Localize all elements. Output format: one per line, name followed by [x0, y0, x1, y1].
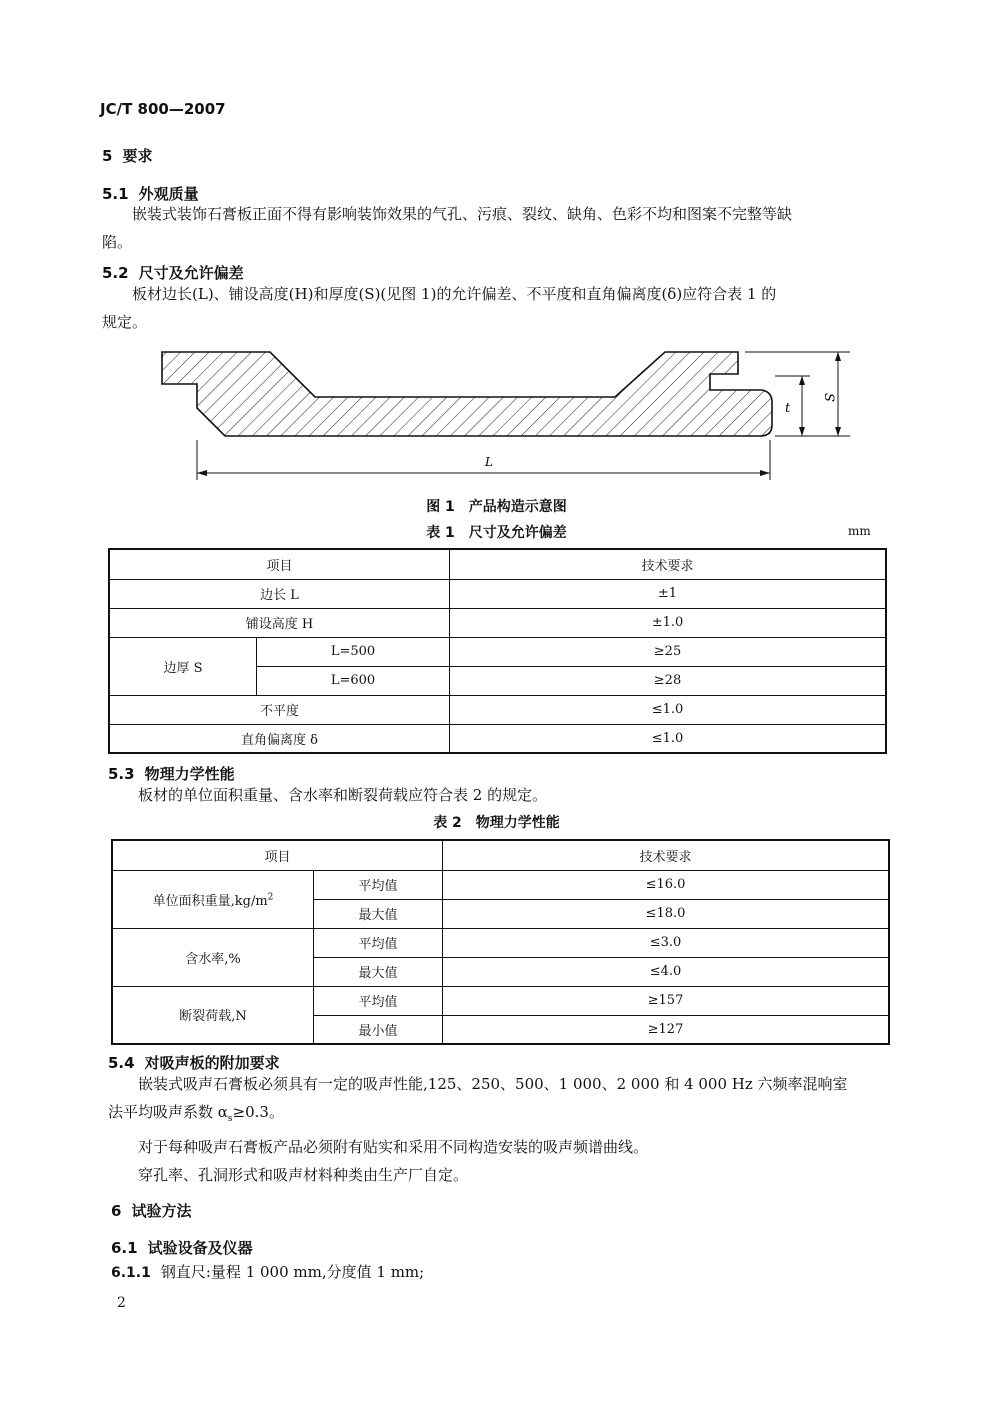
sub-item-cell: 平均值	[314, 986, 443, 1015]
arrow-head	[799, 427, 805, 436]
arrow-head	[197, 470, 207, 476]
paragraph-line: 钢直尺:量程 1 000 mm,分度值 1 mm;	[160, 1263, 425, 1281]
group-label: 单位面积重量,kg/m	[152, 893, 268, 909]
value-cell: ≤3.0	[443, 928, 890, 957]
section-6-heading	[111, 1200, 191, 1221]
sub-item-cell: 平均值	[314, 870, 443, 899]
table-1	[108, 548, 887, 754]
section-title: 试验设备及仪器	[147, 1239, 253, 1257]
arrow-head	[799, 376, 805, 385]
sub-item-cell: 最小值	[314, 1015, 443, 1044]
section-number: 5.4	[108, 1054, 135, 1072]
item-cell: 不平度	[109, 695, 450, 724]
page-number: 2	[117, 1295, 126, 1311]
value-cell: ≤16.0	[443, 870, 890, 899]
header-cell: 项目	[109, 549, 450, 579]
paragraph-line: 规定。	[102, 313, 148, 331]
paragraph-line: 嵌装式装饰石膏板正面不得有影响装饰效果的气孔、污痕、裂纹、缺角、色彩不均和图案不完整等缺	[132, 205, 793, 223]
table-row	[112, 986, 889, 1015]
section-5-1-paragraph	[102, 200, 902, 256]
paragraph-line: 穿孔率、孔洞形式和吸声材料种类由生产厂自定。	[138, 1166, 469, 1184]
sub-item-cell: L=500	[257, 637, 450, 666]
section-number: 6	[111, 1202, 122, 1220]
value-cell: ≥28	[450, 666, 887, 695]
value-cell: ≤1.0	[450, 724, 887, 753]
value-cell: ≤1.0	[450, 695, 887, 724]
paragraph-line: 陷。	[102, 233, 133, 251]
text-run: 法平均吸声系数 α	[108, 1103, 228, 1121]
standard-number: JC/T 800—2007	[100, 100, 226, 118]
paragraph-line: 板材边长(L)、铺设高度(H)和厚度(S)(见图 1)的允许偏差、不平度和直角偏离度(δ)应符合表 1 的	[132, 285, 777, 303]
text-run: ≥0.3。	[232, 1103, 284, 1121]
table-row	[109, 724, 886, 753]
value-cell: ≤18.0	[443, 899, 890, 928]
table-header-row	[109, 549, 886, 579]
table-row	[109, 637, 886, 666]
section-5-heading	[102, 145, 152, 166]
arrow-head	[835, 352, 841, 361]
table-row	[109, 579, 886, 608]
label-L: L	[485, 455, 493, 469]
table-row	[112, 870, 889, 899]
section-number: 5.1	[102, 185, 129, 203]
board-cross-section	[162, 352, 772, 436]
table-row	[109, 695, 886, 724]
section-6-1-heading	[111, 1237, 253, 1258]
arrow-head	[760, 470, 770, 476]
sub-item-cell: 最大值	[314, 957, 443, 986]
table-1-unit: mm	[848, 524, 871, 538]
section-number: 6.1	[111, 1239, 138, 1257]
section-title: 外观质量	[138, 185, 199, 203]
value-cell: ≥25	[450, 637, 887, 666]
header-cell: 技术要求	[443, 840, 890, 870]
section-5-2-paragraph	[102, 280, 902, 336]
header-cell: 技术要求	[450, 549, 887, 579]
figure-caption: 图 1 产品构造示意图	[426, 499, 567, 515]
superscript: 2	[267, 892, 274, 903]
section-title: 试验方法	[131, 1202, 192, 1220]
paragraph-line	[108, 1098, 908, 1133]
section-number: 5	[102, 147, 113, 165]
sub-item-cell: 最大值	[314, 899, 443, 928]
value-cell: ≤4.0	[443, 957, 890, 986]
table-2	[111, 839, 890, 1045]
group-cell: 含水率,%	[112, 928, 314, 986]
section-title: 尺寸及允许偏差	[138, 264, 244, 282]
label-t: t	[785, 401, 791, 416]
paragraph-line: 对于每种吸声石膏板产品必须附有贴实和采用不同构造安装的吸声频谱曲线。	[138, 1138, 649, 1156]
section-5-4-paragraph	[108, 1070, 908, 1189]
section-6-1-1	[111, 1258, 424, 1287]
section-5-3-paragraph: 板材的单位面积重量、含水率和断裂荷载应符合表 2 的规定。	[138, 786, 548, 804]
section-number: 5.3	[108, 765, 135, 783]
value-cell: ±1	[450, 579, 887, 608]
label-S: S	[821, 393, 836, 402]
section-title: 物理力学性能	[144, 765, 235, 783]
product-structure-figure	[150, 340, 860, 485]
arrow-head	[835, 427, 841, 436]
header-cell: 项目	[112, 840, 443, 870]
sub-item-cell: 平均值	[314, 928, 443, 957]
value-cell: ≥127	[443, 1015, 890, 1044]
item-cell: 直角偏离度 δ	[109, 724, 450, 753]
section-title: 要求	[122, 147, 153, 165]
group-cell: 断裂荷载,N	[112, 986, 314, 1044]
group-cell: 边厚 S	[109, 637, 257, 695]
table-row	[109, 608, 886, 637]
table-1-caption: 表 1 尺寸及允许偏差	[426, 525, 567, 541]
table-2-caption: 表 2 物理力学性能	[433, 815, 560, 831]
item-cell: 边长 L	[109, 579, 450, 608]
sub-item-cell: L=600	[257, 666, 450, 695]
table-row	[112, 928, 889, 957]
group-cell	[112, 870, 314, 928]
item-cell: 铺设高度 H	[109, 608, 450, 637]
subscript: s	[227, 1114, 233, 1124]
table-header-row	[112, 840, 889, 870]
section-title: 对吸声板的附加要求	[144, 1054, 280, 1072]
paragraph-line: 嵌装式吸声石膏板必须具有一定的吸声性能,125、250、500、1 000、2 000 和 4 000 Hz 六频率混响室	[138, 1075, 848, 1093]
value-cell: ±1.0	[450, 608, 887, 637]
section-number: 6.1.1	[111, 1265, 151, 1281]
section-number: 5.2	[102, 264, 129, 282]
value-cell: ≥157	[443, 986, 890, 1015]
